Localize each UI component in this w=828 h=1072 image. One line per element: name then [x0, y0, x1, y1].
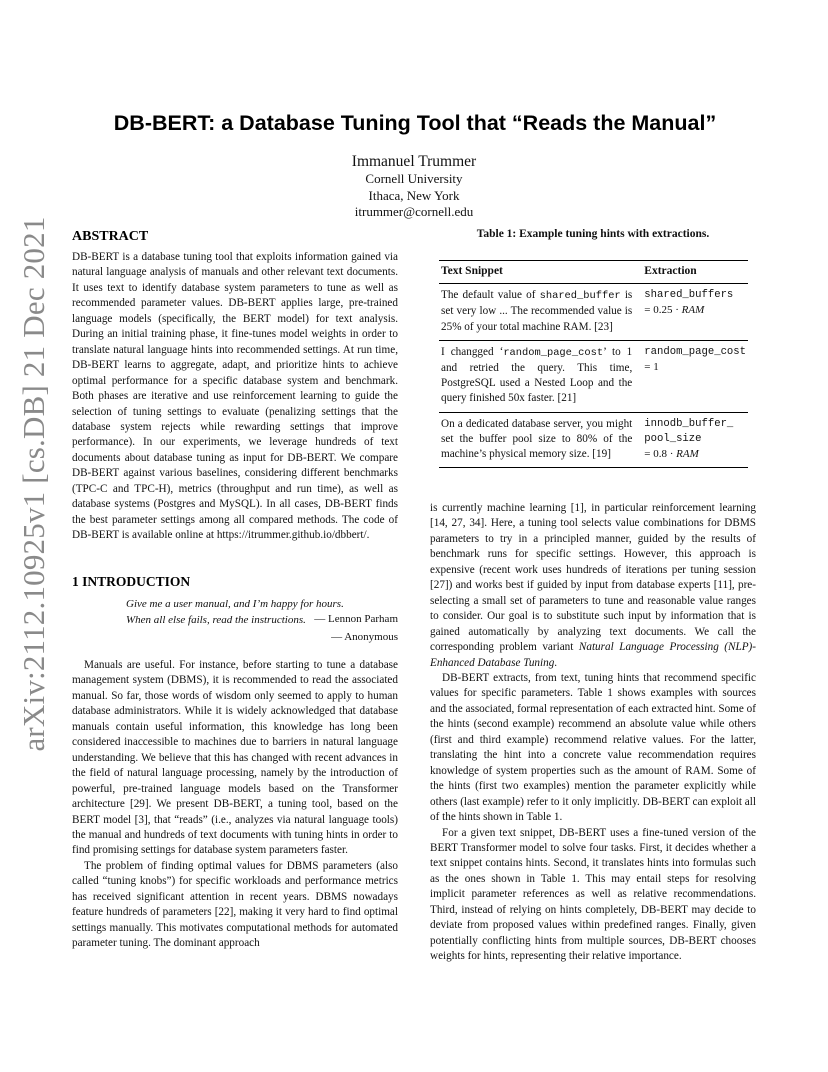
abstract-body — [72, 250, 398, 544]
table-row — [439, 284, 748, 341]
abstract-text: DB-BERT is a database tuning tool that exploits information gained via natural language analysis of manuals and other relevant text documents. It uses text to identify database system parameters to tune as well as recommended parameter values. DB-BERT applies large, pre-trained language models (specifically, the BERT model) for text analysis. During an initial training phase, it fine-tunes model weights in order to translate natural language hints into recommended settings. At run time, DB-BERT learns to aggregate, adapt, and prioritize hints to achieve optimal performance for a specific database system and benchmark. Both phases are iterative and use reinforcement learning to guide the selection of tuning settings to evaluate (penalizing settings that the database system rejects while rewarding settings that improve performance). In our experiments, we leverage hundreds of text documents about database tuning as input for DB-BERT. We compare DB-BERT against various baselines, considering different benchmarks (TPC-C and TPC-H), metrics (throughput and run time), as well as database systems (Postgres and MySQL). In all cases, DB-BERT finds the best parameter settings among all compared methods. The code of DB-BERT is available online at https://itrummer.github.io/dbbert/. — [72, 251, 398, 542]
extraction-cell: random_page_cost = 1 — [642, 340, 748, 412]
abstract-heading: ABSTRACT — [72, 229, 149, 244]
arxiv-stamp-text: arXiv:2112.10925v1 [cs.DB] 21 Dec 2021 — [16, 216, 51, 752]
text-snippet-cell: On a dedicated database server, you might set the buffer pool size to 80% of the machine’s physical memory size. [19] — [439, 412, 642, 468]
author-location: Ithaca, New York — [368, 187, 460, 203]
epigraphs — [72, 597, 398, 645]
extraction-cell: innodb_buffer_ pool_size = 0.8 · RAM — [642, 412, 748, 468]
intro-paragraph: The problem of finding optimal values for DBMS parameters (also called “tuning knobs”) for specific workloads and performance metrics has received significant attention in recent years. DBMS nowadays feature hundreds of parameters [22], making it very hard to find optimal settings manually. This motivates computational methods for automated parameter tuning. The dominant approach — [72, 859, 398, 950]
intro-paragraph: is currently machine learning [1], in particular reinforcement learning [14, 27, 34]. Here, a tuning tool selects value combinations for DBMS parameters to try in a principled manner, guided by the results of benchmark runs for specific settings. However, this approach is expensive (recent work uses hundreds of iterations per tuning session [27]) and works best if guided by input from database experts [11], pre-selecting a small set of parameters to tune and reasonable value ranges to consider. Our goal is to substitute such input by information that is gained automatically by analyzing text documents. We call the corresponding problem variant Natural Language Processing (NLP)-Enhanced Database Tuning. — [430, 502, 756, 669]
paper-title: DB-BERT: a Database Tuning Tool that “Reads the Manual” — [113, 111, 717, 135]
table1-caption: Table 1: Example tuning hints with extractions. — [476, 228, 710, 240]
column-header-snippet: Text Snippet — [439, 261, 642, 284]
table-row — [439, 412, 748, 468]
intro-right-column — [430, 501, 756, 965]
intro-heading: 1 INTRODUCTION — [72, 574, 191, 589]
epigraph-1-text: Give me a user manual, and I’m happy for hours. — [126, 598, 344, 610]
extraction-cell: shared_buffers = 0.25 · RAM — [642, 284, 748, 341]
text-snippet-cell: The default value of shared_buffer is set very low ... The recommended value is 25% of your total machine RAM. [23] — [439, 284, 642, 341]
epigraph-2-text: When all else fails, read the instructions. — [126, 614, 306, 626]
author-email: itrummer@cornell.edu — [354, 204, 474, 219]
text-snippet-cell: I changged ‘random_page_cost’ to 1 and retried the query. This time, PostgreSQL used a Nested Loop and the query finished 50x faster. [21] — [439, 340, 642, 412]
epigraph-2-author: — Anonymous — [331, 631, 398, 643]
column-header-extraction: Extraction — [642, 261, 748, 284]
author-block — [214, 152, 614, 221]
author-name: Immanuel Trummer — [351, 153, 477, 170]
intro-paragraph: DB-BERT extracts, from text, tuning hints that recommend specific values for specific parameters. Table 1 shows examples with sources and the associated, formal representation of each extracted hint. Some of the hints (second example) recommend an absolute value while others (first and third example) recommend relative values. For the latter, translating the hint into a concrete value recommendation requires knowledge of system properties such as the amount of RAM. Some of the hints (first two examples) mention the parameter explicitly while others (last example) refer to it only implicitly. DB-BERT can exploit all of the hints shown in Table 1. — [430, 671, 756, 824]
author-institution: Cornell University — [365, 171, 463, 186]
intro-paragraph: For a given text snippet, DB-BERT uses a fine-tuned version of the BERT Transformer model to solve four tasks. First, it decides whether a text snippet contains hints. Second, it translates hints into formulas such as the ones shown in Table 1. This may entail steps for resolving implicit parameter references as well as relative recommendations. Third, instead of relying on hints completely, DB-BERT may decide to deviate from proposed values within predefined ranges. Finally, given potentially conflicting hints from multiple sources, DB-BERT chooses weights for hints, representing their relative importance. — [430, 826, 756, 963]
table-header-row — [439, 261, 748, 284]
table1 — [439, 260, 748, 468]
epigraph-1-author: — Lennon Parham — [314, 613, 398, 625]
arxiv-stamp — [14, 216, 54, 752]
intro-paragraph: Manuals are useful. For instance, before starting to tune a database management system (DBMS), it is recommended to read the associated manual. So far, those words of wisdom only seemed to apply to human database administrators. While it is widely acknowledged that database manuals contain useful information, this knowledge has long been considered inaccessible to machines due to barriers in natural language understanding. We believe that this has changed with recent advances in the field of natural language processing, namely by the introduction of powerful, pre-trained language models based on the Transformer architecture [29]. We present DB-BERT, a tuning tool, based on the BERT model [3], that “reads” (i.e., analyzes via natural language tools) the manual and hundreds of text documents with tuning hints in order to find promising settings for database system parameters faster. — [72, 659, 398, 857]
table-row — [439, 340, 748, 412]
intro-left-column — [72, 658, 398, 952]
